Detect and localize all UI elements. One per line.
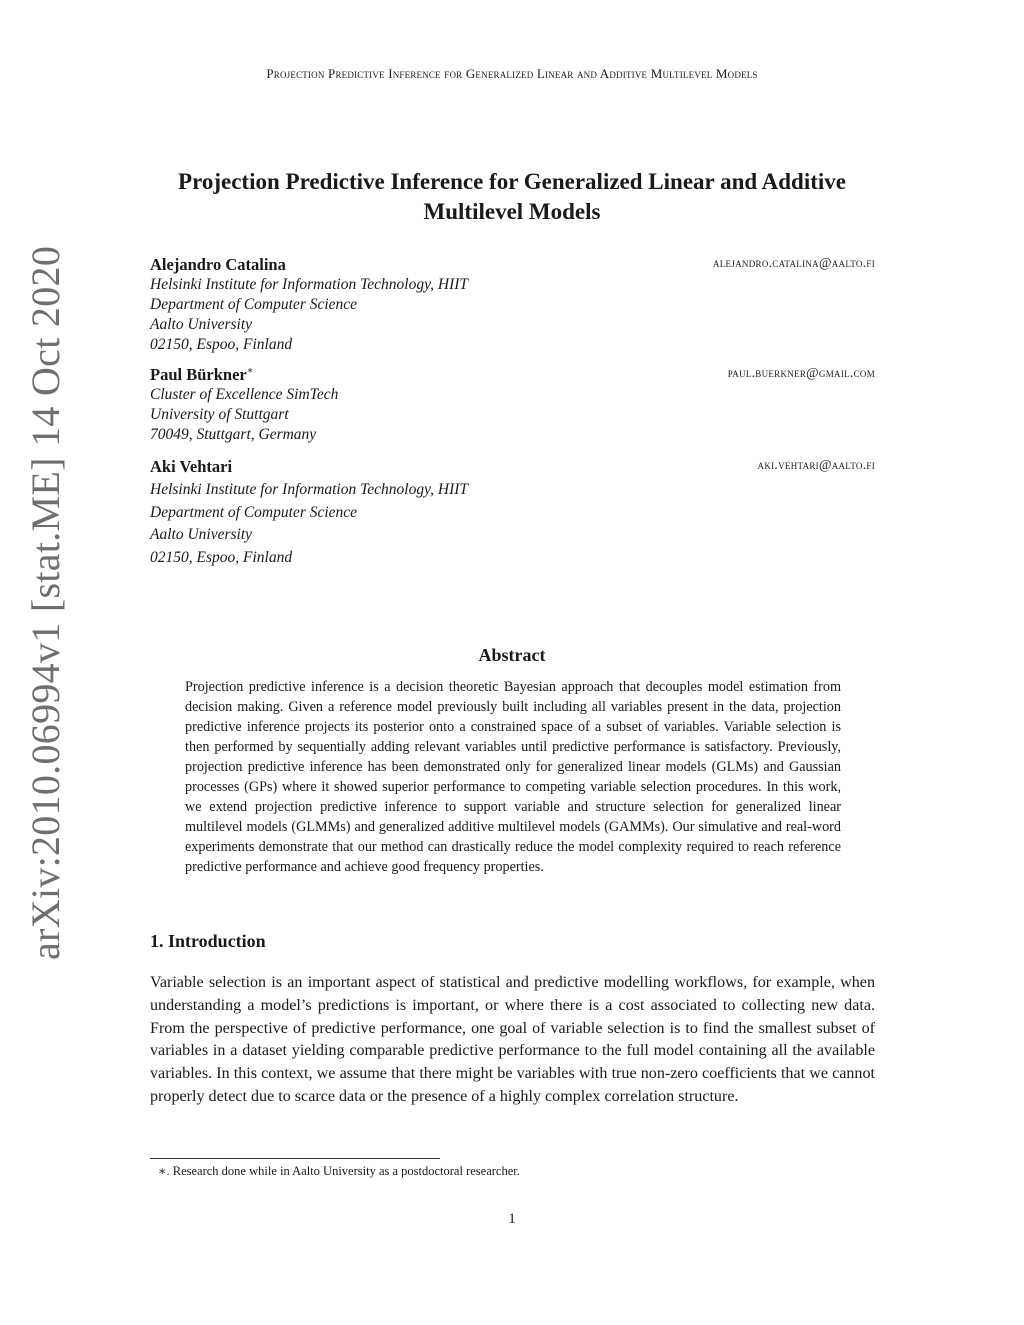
- affiliation-line: Helsinki Institute for Information Technology, HIIT: [150, 481, 469, 498]
- title-line-2: Multilevel Models: [423, 199, 601, 224]
- author-email[interactable]: paul.buerkner@gmail.com: [727, 365, 875, 380]
- author-block: [150, 255, 875, 355]
- affiliation-line: 02150, Espoo, Finland: [150, 336, 293, 353]
- author-block: [150, 457, 875, 569]
- affiliation-line: Department of Computer Science: [150, 503, 358, 521]
- arxiv-identifier-stamp: arXiv:2010.06994v1 [stat.ME] 14 Oct 2020: [23, 245, 68, 960]
- footnote: ∗. Research done while in Aalto University as a postdoctoral researcher.: [158, 1164, 520, 1178]
- affiliation-line: Aalto University: [150, 316, 253, 333]
- page-number: 1: [508, 1211, 516, 1227]
- author-name: Alejandro Catalina: [150, 255, 286, 274]
- abstract-heading: Abstract: [478, 645, 546, 665]
- title-line-1: Projection Predictive Inference for Generalized Linear and Additive: [178, 169, 846, 194]
- affiliation-line: 02150, Espoo, Finland: [150, 548, 293, 566]
- author-name: Aki Vehtari: [150, 457, 233, 476]
- affiliation-line: 70049, Stuttgart, Germany: [150, 426, 317, 443]
- affiliation-line: Department of Computer Science: [150, 296, 358, 313]
- paper-title: [150, 167, 874, 227]
- footnote-divider: [150, 1158, 440, 1159]
- introduction-paragraph: Variable selection is an important aspect of statistical and predictive modelling workflows, for example, when understanding a model’s predictions is important, or where there is a cost associated to collecting new data. From the perspective of predictive performance, one goal of variable selection is to find the smallest subset of variables in a dataset yielding comparable predictive performance to the full model containing all the available variables. In this context, we assume that there might be variables with true non-zero coefficients that we cannot properly detect due to scarce data or the presence of a highly complex correlation structure.: [150, 974, 875, 1105]
- author-name: Paul Bürkner∗: [150, 365, 254, 384]
- affiliation-line: Helsinki Institute for Information Technology, HIIT: [150, 276, 469, 293]
- running-head: Projection Predictive Inference for Generalized Linear and Additive Multilevel Models: [266, 66, 758, 81]
- affiliation-line: Aalto University: [150, 526, 253, 543]
- section-heading: 1. Introduction: [150, 931, 266, 951]
- affiliation-line: University of Stuttgart: [150, 406, 289, 423]
- abstract-text: Projection predictive inference is a decision theoretic Bayesian approach that decouples model estimation from decision making. Given a reference model previously built including all variables present in the data, projection predictive inference projects its posterior onto a constrained space of a subset of variables. Variable selection is then performed by sequentially adding relevant variables until predictive performance is satisfactory. Previously, projection predictive inference has been demonstrated only for generalized linear models (GLMs) and Gaussian processes (GPs) where it showed superior performance to competing variable selection procedures. In this work, we extend projection predictive inference to support variable and structure selection for generalized linear multilevel models (GLMMs) and generalized additive multilevel models (GAMMs). Our simulative and real-word experiments demonstrate that our method can drastically reduce the model complexity required to reach reference predictive performance and achieve good frequency properties.: [185, 679, 841, 875]
- author-email[interactable]: alejandro.catalina@aalto.fi: [712, 255, 875, 270]
- affiliation-line: Cluster of Excellence SimTech: [150, 386, 339, 403]
- author-email[interactable]: aki.vehtari@aalto.fi: [757, 457, 875, 472]
- footnote-mark: ∗: [246, 365, 254, 377]
- author-block: [150, 365, 875, 445]
